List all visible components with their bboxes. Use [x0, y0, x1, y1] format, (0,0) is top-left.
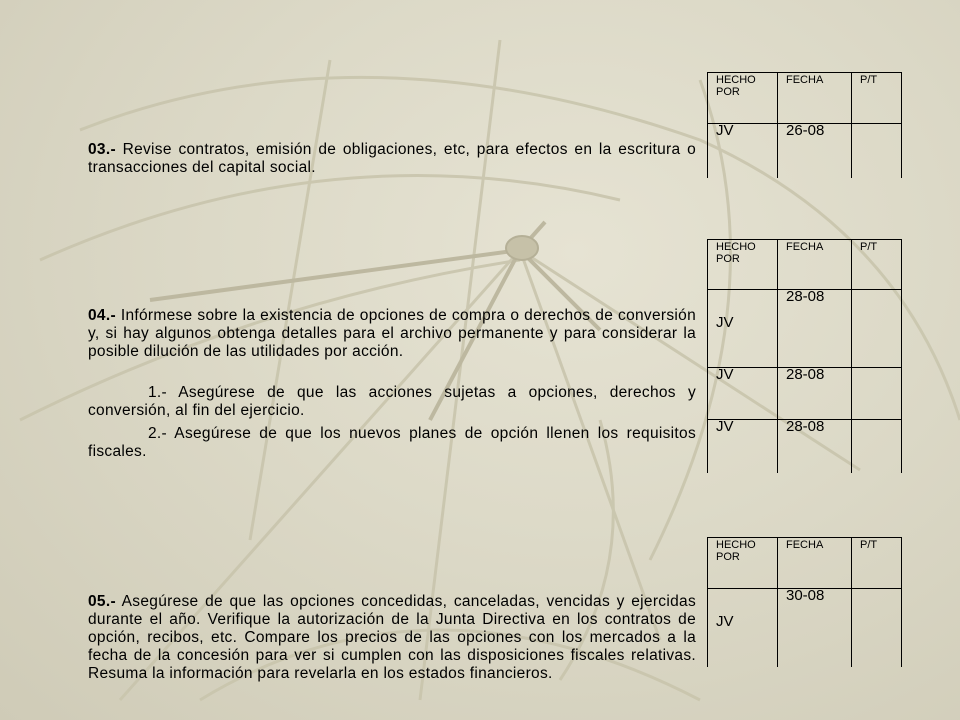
cell-fecha: 28-08: [778, 420, 852, 473]
item-03-table: [707, 72, 902, 178]
cell-hecho-por: JV: [708, 368, 778, 420]
table-row: [708, 124, 902, 178]
item-04-table: [707, 239, 902, 473]
item-05-table: [707, 537, 902, 667]
header-pt: P/T: [852, 240, 902, 290]
item-04-number: 04.-: [88, 307, 116, 324]
item-05-number: 05.-: [88, 593, 116, 610]
cell-pt: [852, 124, 902, 178]
item-05-text: Asegúrese de que las opciones concedidas, canceladas, vencidas y ejercidas durante el año. Verifique la autorización de la Junta Directiva en los contratos de opción, recibos, etc. Compare los precios de las opciones con los mercados a la fecha de la concesión para ver si cumplen con las disposiciones fiscales relativas. Resuma la información para revelarla en los estados financieros.: [88, 593, 696, 682]
item-04-sub-2-text: 2.- Asegúrese de que los nuevos planes de opción llenen los requisitos fiscales.: [88, 425, 696, 460]
table-row: [708, 290, 902, 368]
header-fecha: FECHA: [778, 73, 852, 124]
item-04-paragraph: [88, 307, 696, 361]
table-row: [708, 368, 902, 420]
table-row: [708, 420, 902, 473]
header-fecha: FECHA: [778, 240, 852, 290]
item-04-sub-1-text: 1.- Asegúrese de que las acciones sujetas a opciones, derechos y conversión, al fin del ejercicio.: [88, 384, 696, 419]
item-03-paragraph: [88, 141, 696, 177]
item-03-table-header: [708, 73, 902, 124]
cell-hecho-por: JV: [708, 290, 778, 368]
cell-fecha: 30-08: [778, 589, 852, 667]
table-row: [708, 589, 902, 667]
header-hecho-por: HECHO POR: [708, 73, 778, 124]
item-04-table-header: [708, 240, 902, 290]
cell-pt: [852, 290, 902, 368]
cell-hecho-por: JV: [708, 420, 778, 473]
item-03-text: Revise contratos, emisión de obligaciones, etc, para efectos en la escritura o transacciones del capital social.: [88, 141, 696, 176]
cell-fecha: 26-08: [778, 124, 852, 178]
header-hecho-por: HECHO POR: [708, 538, 778, 589]
cell-pt: [852, 368, 902, 420]
item-04-sub-1: [88, 384, 696, 420]
cell-hecho-por: JV: [708, 589, 778, 667]
cell-fecha: 28-08: [778, 290, 852, 368]
item-04-text: Infórmese sobre la existencia de opciones de compra o derechos de conversión y, si hay algunos obtenga detalles para el archivo permanente y para considerar la posible dilución de las utilidades por acción.: [88, 307, 696, 360]
header-hecho-por: HECHO POR: [708, 240, 778, 290]
header-fecha: FECHA: [778, 538, 852, 589]
item-04-sub-2: [88, 425, 696, 461]
item-03-number: 03.-: [88, 141, 116, 158]
cell-pt: [852, 589, 902, 667]
cell-hecho-por: JV: [708, 124, 778, 178]
item-05-table-header: [708, 538, 902, 589]
cell-pt: [852, 420, 902, 473]
cell-fecha: 28-08: [778, 368, 852, 420]
item-05-paragraph: [88, 593, 696, 683]
header-pt: P/T: [852, 538, 902, 589]
header-pt: P/T: [852, 73, 902, 124]
